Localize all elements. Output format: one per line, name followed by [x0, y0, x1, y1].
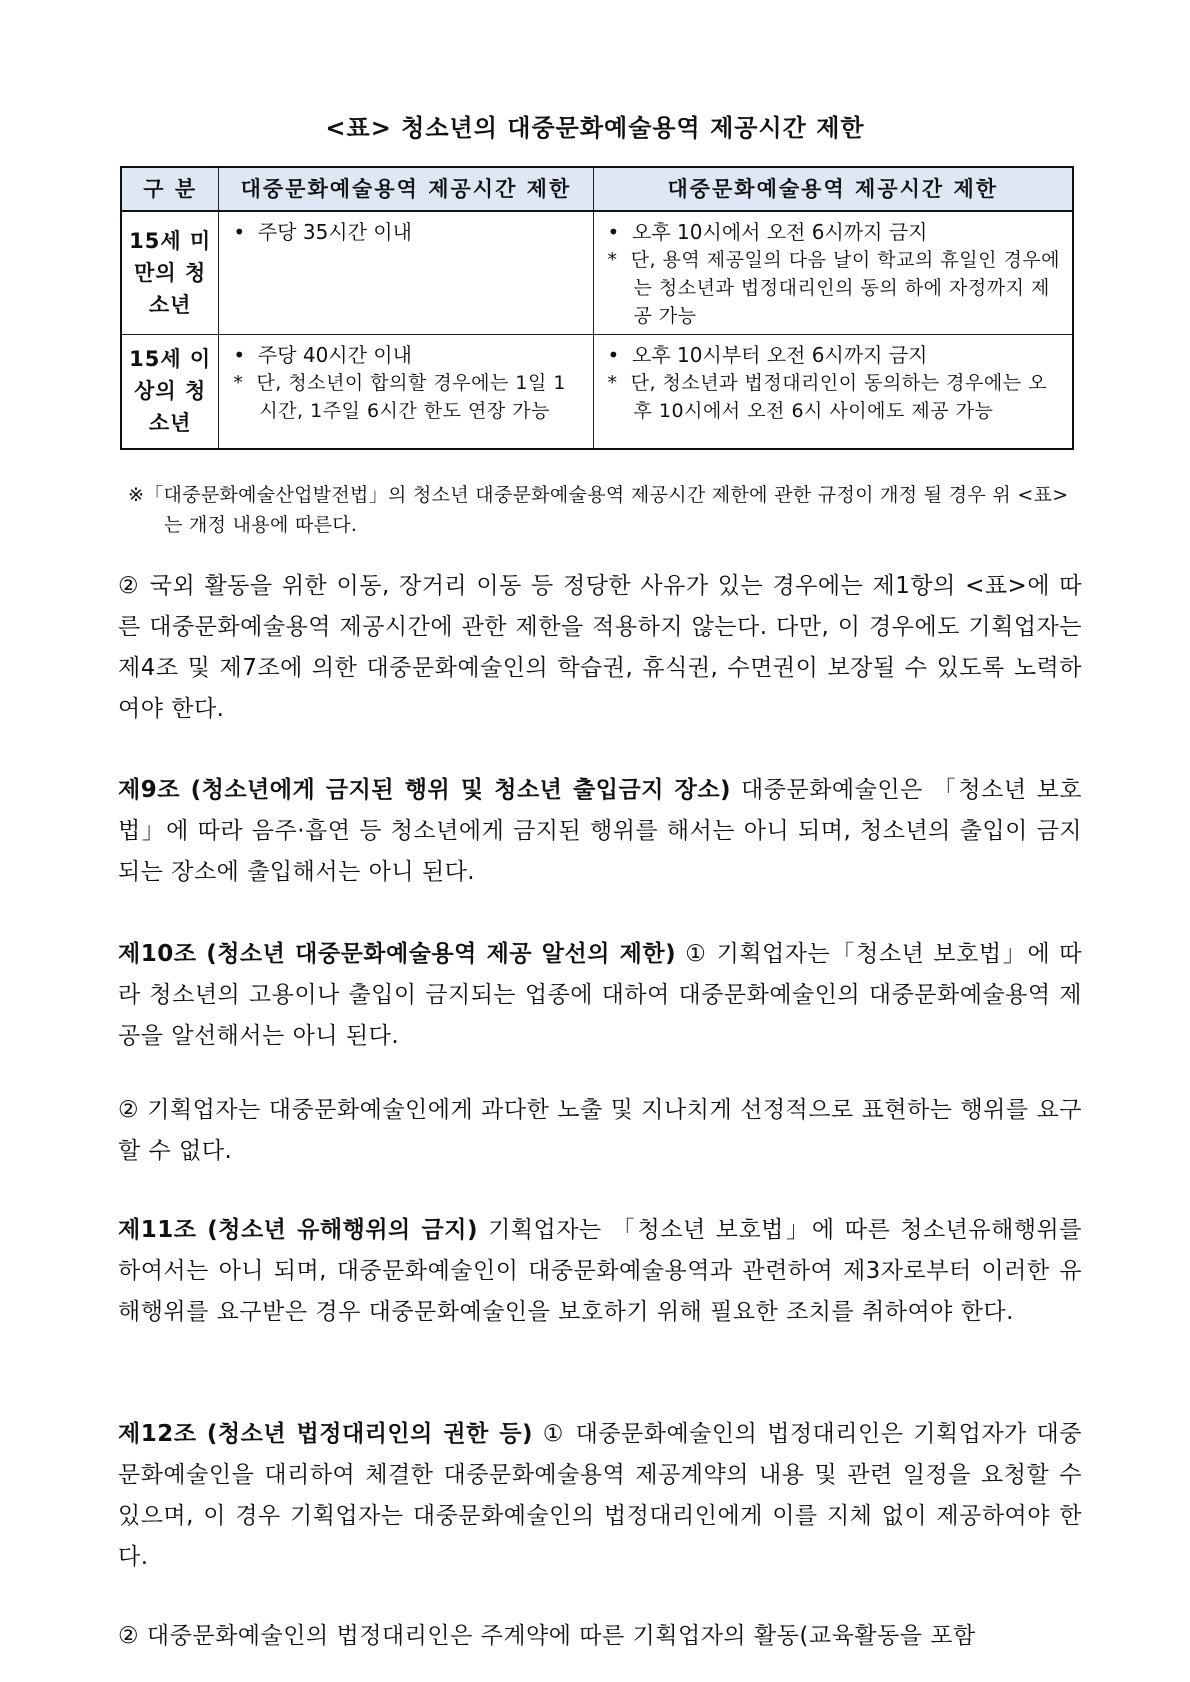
article-12-body: ① 대중문화예술인의 법정대리인은 기획업자가 대중문화예술인을 대리하여 체결한 대중문화예술용역 제공계약의 내용 및 관련 일정을 요청할 수 있으며, 이 경우 기획업자는 대중문화예술인의 법정대리인에게 이를 지체 없이 제공하여야 한다.: [118, 1421, 1082, 1570]
paragraph-12-2: ② 대중문화예술인의 법정대리인은 주계약에 따른 기획업자의 활동(교육활동을 포함: [118, 1623, 976, 1649]
night-limit-note-text: 단, 용역 제공일의 다음 날이 학교의 휴일인 경우에는 청소년과 법정대리인의 동의 하에 자정까지 제공 가능: [630, 249, 1061, 327]
paragraph-8-2: ② 국외 활동을 위한 이동, 장거리 이동 등 정당한 사유가 있는 경우에는 제1항의 <표>에 따른 대중문화예술용역 제공시간에 관한 제한을 적용하지 않는다. 다만, 이 경우에도 기획업자는 제4조 및 제7조에 의한 대중문화예술인의 학습권, 휴식권, 수면권이 보장될 수 있도록 노력하여야 한다.: [118, 573, 1082, 722]
article-12: [118, 1414, 1082, 1578]
weekly-limit-cell: [219, 211, 593, 335]
row-group-label: 15세 미만의 청소년: [121, 211, 219, 335]
table-row: [121, 211, 1073, 335]
article-11: [118, 1210, 1082, 1333]
table-footnote: ※「대중문화예술산업발전법」의 청소년 대중문화예술용역 제공시간 제한에 관한 규정이 개정 될 경우 위 <표>는 개정 내용에 따른다.: [128, 484, 1069, 536]
night-limit-note-text: 단, 청소년과 법정대리인이 동의하는 경우에는 오후 10시에서 오전 6시 사이에도 제공 가능: [630, 372, 1047, 422]
weekly-limit-note-text: 단, 청소년이 합의할 경우에는 1일 1시간, 1주일 6시간 한도 연장 가능: [256, 372, 566, 422]
article-12-title: 제12조 (청소년 법정대리인의 권한 등): [118, 1421, 533, 1447]
row-group-label: 15세 이상의 청소년: [121, 335, 219, 449]
night-limit-note: * 단, 용역 제공일의 다음 날이 학교의 휴일인 경우에는 청소년과 법정대리인의 동의 하에 자정까지 제공 가능: [607, 249, 1061, 327]
night-limit-text: 오후 10시부터 오전 6시까지 금지: [632, 343, 928, 367]
header-night-limit: 대중문화예술용역 제공시간 제한: [593, 167, 1073, 211]
night-limit-bullet: • 오후 10시에서 오전 6시까지 금지: [607, 220, 928, 244]
night-limit-text: 오후 10시에서 오전 6시까지 금지: [632, 220, 928, 244]
night-limit-cell: [593, 335, 1073, 449]
header-weekly-limit: 대중문화예술용역 제공시간 제한: [219, 167, 593, 211]
table-row: [121, 335, 1073, 449]
table-title: <표> 청소년의 대중문화예술용역 제공시간 제한: [325, 114, 865, 142]
article-9-body: 대중문화예술인은 「청소년 보호법」에 따라 음주·흡연 등 청소년에게 금지된 행위를 해서는 아니 되며, 청소년의 출입이 금지되는 장소에 출입해서는 아니 된다.: [118, 777, 1083, 885]
article-11-body: 기획업자는 「청소년 보호법」에 따른 청소년유해행위를 하여서는 아니 되며, 대중문화예술인이 대중문화예술용역과 관련하여 제3자로부터 이러한 유해행위를 요구받은 경우 대중문화예술인을 보호하기 위해 필요한 조치를 취하여야 한다.: [118, 1217, 1082, 1325]
weekly-limit-cell: [219, 335, 593, 449]
night-limit-bullet: • 오후 10시부터 오전 6시까지 금지: [607, 343, 928, 367]
table-header-row: [121, 167, 1073, 211]
article-10: [118, 934, 1082, 1057]
night-limit-note: * 단, 청소년과 법정대리인이 동의하는 경우에는 오후 10시에서 오전 6시 사이에도 제공 가능: [607, 372, 1047, 422]
weekly-limit-note: * 단, 청소년이 합의할 경우에는 1일 1시간, 1주일 6시간 한도 연장 가능: [233, 372, 566, 422]
article-9-title: 제9조 (청소년에게 금지된 행위 및 청소년 출입금지 장소): [118, 777, 732, 803]
paragraph-10-2: ② 기획업자는 대중문화예술인에게 과다한 노출 및 지나치게 선정적으로 표현하는 행위를 요구할 수 없다.: [118, 1097, 1082, 1164]
header-category: 구 분: [121, 167, 219, 211]
article-9: [118, 770, 1082, 893]
weekly-limit-bullet: • 주당 40시간 이내: [233, 343, 412, 367]
article-10-body: ① 기획업자는「청소년 보호법」에 따라 청소년의 고용이나 출입이 금지되는 업종에 대하여 대중문화예술인의 대중문화예술용역 제공을 알선해서는 아니 된다.: [118, 941, 1082, 1049]
night-limit-cell: [593, 211, 1073, 335]
weekly-limit-text: 주당 40시간 이내: [257, 343, 412, 367]
article-10-title: 제10조 (청소년 대중문화예술용역 제공 알선의 제한): [118, 941, 677, 967]
time-limit-table: [120, 166, 1074, 450]
weekly-limit-bullet: • 주당 35시간 이내: [233, 220, 412, 244]
article-11-title: 제11조 (청소년 유해행위의 금지): [118, 1217, 478, 1243]
weekly-limit-text: 주당 35시간 이내: [257, 220, 412, 244]
